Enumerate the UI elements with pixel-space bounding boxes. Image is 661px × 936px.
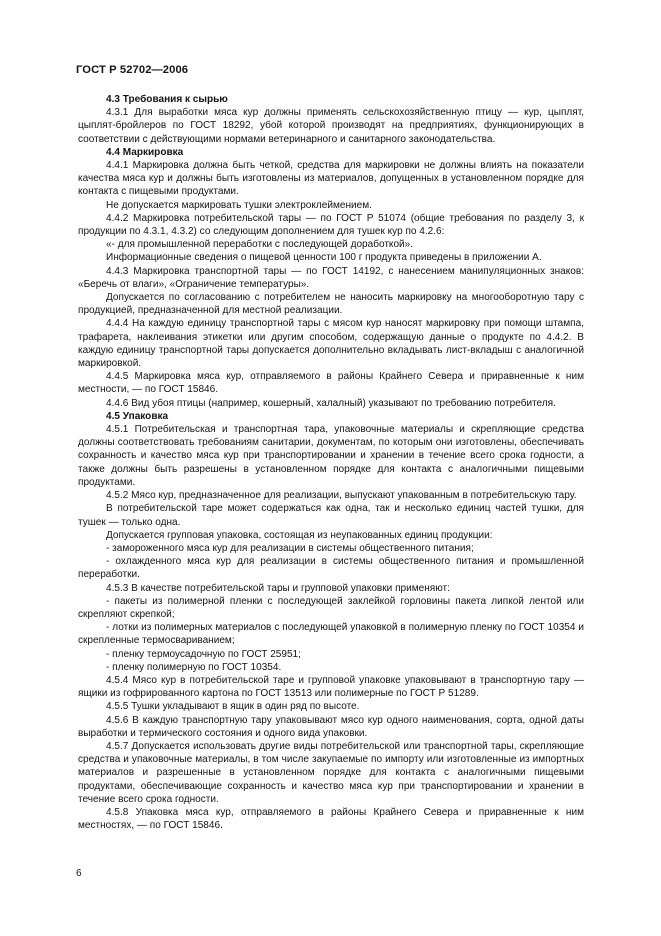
- list-item: - охлажденного мяса кур для реализации в системы общественного питания и промышленной переработки.: [78, 556, 584, 581]
- list-item: - лотки из полимерных материалов с последующей упаковкой в полимерную пленку по ГОСТ 10354 и скрепленные термосвариванием;: [78, 622, 584, 647]
- paragraph: 4.5.3 В качестве потребительской тары и групповой упаковки применяют:: [106, 582, 450, 594]
- paragraph: 4.5.7 Допускается использовать другие виды потребительской или транспортной тары, скрепляющие средства и упаковочные материалы, в том числе закупаемые по импорту или изготовленные из импортных материалов и разрешенные в установленном порядке для контакта с аналогичными пищевыми продуктами, обеспечивающие сохранность и качество мяса кур при транспортировании и хранении в течение всего срока годности.: [78, 740, 584, 805]
- section-heading: 4.5 Упаковка: [106, 410, 169, 422]
- paragraph: 4.4.4 На каждую единицу транспортной тары с мясом кур наносят маркировку при помощи штампа, трафарета, наклеивания этикетки или другим способом, содержащую данные о продукте по 4.4.2. В каждую единицу транспортной тары допускается дополнительно вкладывать лист-вкладыш с аналогичной маркировкой.: [78, 318, 584, 370]
- page-number: 6: [76, 868, 82, 879]
- paragraph: В потребительской таре может содержаться как одна, так и несколько единиц частей тушки, для тушек — только одна.: [78, 503, 584, 528]
- list-item: - замороженного мяса кур для реализации в системы общественного питания;: [106, 542, 474, 554]
- document-header: ГОСТ Р 52702—2006: [76, 64, 189, 76]
- paragraph: 4.5.1 Потребительская и транспортная тара, упаковочные материалы и скрепляющие средства должны соответствовать требованиям санитарии, документам, по которым они изготовлены, обеспечивать сохранность и качество мяса кур при транспортировании и хранении в течение всего срока годности, а также должны быть разрешены в установленном порядке для контакта с аналогичными пищевыми продуктами.: [78, 424, 584, 488]
- list-item: - пленку термоусадочную по ГОСТ 25951;: [106, 648, 301, 660]
- paragraph: 4.5.4 Мясо кур в потребительской таре и групповой упаковке упаковывают в транспортную тару — ящики из гофрированного картона по ГОСТ 13513 или полимерные по ГОСТ Р 51289.: [78, 674, 584, 700]
- section-heading: 4.4 Маркировка: [106, 146, 184, 158]
- paragraph: «- для промышленной переработки с последующей доработкой».: [106, 239, 414, 251]
- paragraph: Допускается групповая упаковка, состоящая из неупакованных единиц продукции:: [106, 529, 493, 541]
- paragraph: 4.4.3 Маркировка транспортной тары — по ГОСТ 14192, с нанесением манипуляционных знаков: «Беречь от влаги», «Ограничение температуры».: [78, 265, 584, 290]
- paragraph: 4.5.5 Тушки укладывают в ящик в один ряд по высоте.: [106, 701, 360, 713]
- paragraph: Информационные сведения о пищевой ценности 100 г продукта приведены в приложении А.: [106, 252, 542, 264]
- paragraph: 4.5.8 Упаковка мяса кур, отправляемого в районы Крайнего Севера и приравненные к ним местностях, — по ГОСТ 15846.: [78, 806, 584, 832]
- paragraph: 4.4.5 Маркировка мяса кур, отправляемого в районы Крайнего Севера и приравненные к ним местности, — по ГОСТ 15846.: [78, 371, 584, 396]
- paragraph: 4.4.6 Вид убоя птицы (например, кошерный, халалный) указывают по требованию потребителя.: [106, 397, 556, 409]
- document-body: [78, 93, 584, 832]
- paragraph: 4.5.2 Мясо кур, предназначенное для реализации, выпускают упакованным в потребительскую тару.: [106, 490, 577, 502]
- paragraph: Не допускается маркировать тушки электроклеймением.: [106, 199, 372, 211]
- paragraph: 4.4.1 Маркировка должна быть четкой, средства для маркировки не должны влиять на показатели качества мяса кур и должны быть изготовлены из материалов, допущенных в установленном порядке для контакта с пищевыми продуктами.: [78, 160, 584, 198]
- paragraph: Допускается по согласованию с потребителем не наносить маркировку на многооборотную тару с продукцией, предназначенной для местной реализации.: [78, 292, 584, 317]
- list-item: - пакеты из полимерной пленки с последующей заклейкой горловины пакета липкой лентой или скрепляют скрепкой;: [78, 595, 584, 620]
- paragraph: 4.4.2 Маркировка потребительской тары — по ГОСТ Р 51074 (общие требования по разделу 3, к продукции по 4.3.1, 4.3.2) со следующим дополнением для тушек кур по 4.2.6:: [78, 212, 584, 238]
- paragraph: 4.3.1 Для выработки мяса кур должны применять сельскохозяйственную птицу — кур, цыплят, цыплят-бройлеров по ГОСТ 18292, убой которой производят на предприятиях, функционирующих в соответствии с действующими нормами ветеринарного и санитарного законодательства.: [78, 107, 584, 145]
- paragraph: 4.5.6 В каждую транспортную тару упаковывают мясо кур одного наименования, сорта, одной даты выработки и термического состояния и одного вида упаковки.: [78, 714, 584, 739]
- list-item: - пленку полимерную по ГОСТ 10354.: [106, 661, 282, 673]
- section-heading: 4.3 Требования к сырью: [106, 94, 228, 105]
